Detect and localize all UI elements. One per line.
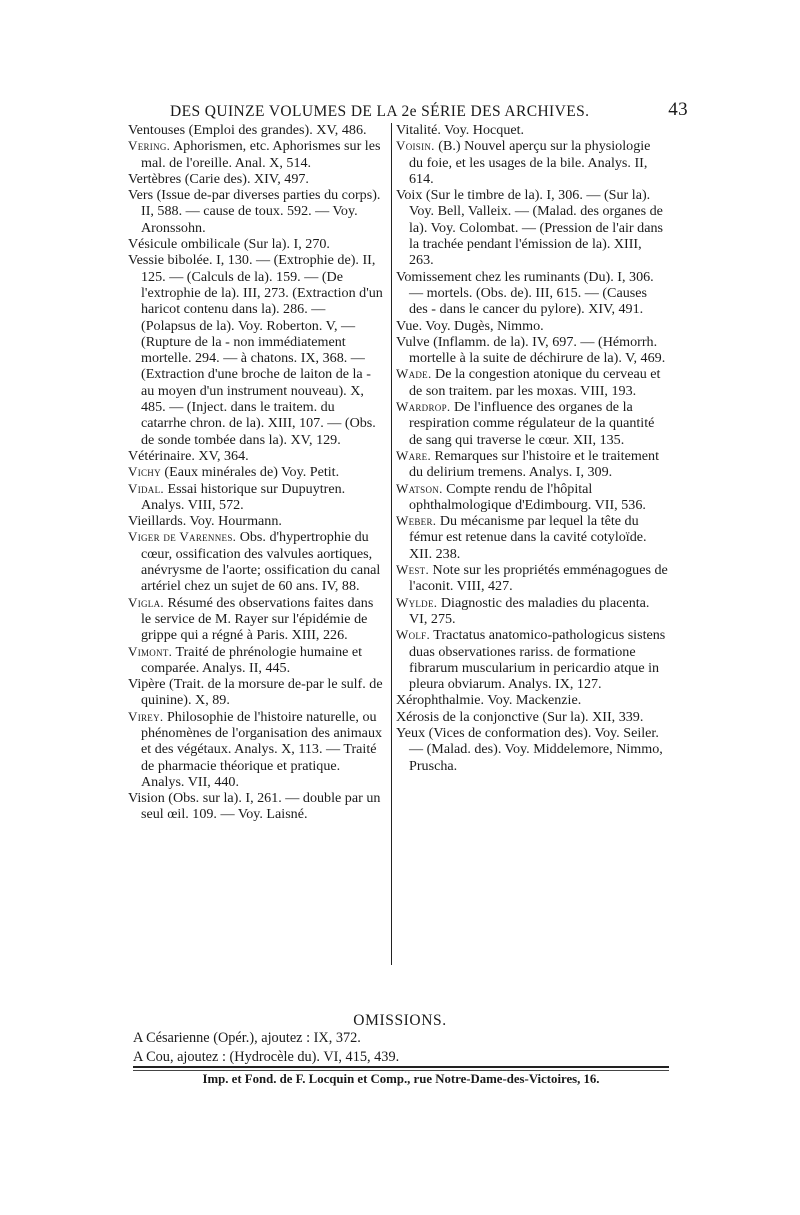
page-number: 43 [668, 99, 688, 120]
entry-text: Philosophie de l'histoire naturelle, ou phénomènes de l'organisation des animaux et des végétaux. Analys. X, 113. — Traité de pharmacie théorique et pratique. Analys. VII, 440. [141, 708, 383, 790]
entry-author: West. [396, 562, 430, 578]
entry-text: Diagnostic des maladies du placenta. VI, 275. [409, 594, 650, 627]
entry-text: Vessie bibolée. I, 130. — (Extrophie de). II, 125. — (Calculs de la). 159. — (De l'extrophie de la). III, 273. (Extraction d'un haricot contenu dans la). 286. — (Polapsus de la). Voy. Roberton. V, — (Rupture de la - non immédiatement mortelle. 294. — à chatons. IX, 368. — (Extraction d'une broche de laiton de la - au moyen d'un instrument nouveau). X, 485. — (Inject. dans le traitem. du catarrhe chron. de la). XIII, 107. — (Obs. de sonde tombée dans la). XV, 129. [128, 252, 383, 448]
index-entry [128, 171, 383, 187]
entry-author: Wylde. [396, 594, 438, 610]
entry-text: De la congestion atonique du cerveau et de son traitem. par les moxas. VIII, 193. [409, 366, 661, 399]
omission-line: A Césarienne (Opér.), ajoutez : IX, 372. [133, 1030, 361, 1046]
footer-rule-thin [133, 1070, 669, 1071]
entry-text: Vipère (Trait. de la morsure de-par le sulf. de quinine). X, 89. [128, 676, 383, 709]
index-entry [396, 122, 668, 138]
entry-author: Viger de Varennes. [128, 529, 237, 545]
index-entry [128, 709, 383, 790]
entry-text: Vésicule ombilicale (Sur la). I, 270. [128, 236, 330, 253]
entry-text: (Eaux minérales de) Voy. Petit. [160, 464, 340, 481]
index-entry [128, 513, 383, 529]
omissions-title: OMISSIONS. [353, 1012, 447, 1029]
entry-text: Vieillards. Voy. Hourmann. [128, 513, 282, 530]
right-index-column [396, 122, 668, 774]
entry-author: Wardrop. [396, 399, 451, 415]
footer-rule [133, 1066, 669, 1068]
index-entry [128, 122, 383, 138]
left-index-column [128, 122, 383, 823]
entry-author: Voisin. [396, 138, 435, 154]
entry-text: Aphorismen, etc. Aphorismes sur les mal. de l'oreille. Anal. X, 514. [141, 138, 381, 171]
entry-text: Vision (Obs. sur la). I, 261. — double par un seul œil. 109. — Voy. Laisné. [128, 790, 381, 823]
index-entry [396, 366, 668, 399]
entry-text: Résumé des observations faites dans le service de M. Rayer sur l'épidémie de grippe qui a régné à Paris. XIII, 226. [141, 594, 374, 644]
entry-text: Ventouses (Emploi des grandes). XV, 486. [128, 122, 367, 138]
index-entry [396, 334, 668, 367]
index-entry [396, 448, 668, 481]
index-entry [396, 269, 668, 318]
entry-text: De l'influence des organes de la respiration comme régulateur de la quantité de sang qui traverse le cœur. XII, 135. [409, 399, 655, 448]
entry-author: Vering. [128, 138, 171, 154]
index-entry [128, 448, 383, 464]
entry-author: Wolf. [396, 627, 431, 643]
index-entry [128, 595, 383, 644]
entry-text: Vers (Issue de-par diverses parties du corps). II, 588. — cause de toux. 592. — Voy. Aronssohn. [128, 187, 381, 236]
entry-text: Vertèbres (Carie des). XIV, 497. [128, 170, 309, 187]
omission-line: A Cou, ajoutez : (Hydrocèle du). VI, 415, 439. [133, 1049, 400, 1065]
entry-author: Vichy [128, 464, 161, 480]
entry-text: Vulve (Inflamm. de la). IV, 697. — (Hémorrh. mortelle à la suite de déchirure de la). V, 469. [396, 333, 666, 367]
entry-author: Virey. [128, 708, 164, 724]
entry-author: Vidal. [128, 480, 164, 496]
entry-text: Voix (Sur le timbre de la). I, 306. — (Sur la). Voy. Bell, Valleix. — (Malad. des organes de la). Voy. Colombat. — (Pression de l'air dans la trachée pendant l'émission de la). XIII, 263. [396, 187, 663, 269]
index-entry [128, 138, 383, 171]
entry-text: Compte rendu de l'hôpital ophthalmologique d'Edimbourg. VII, 536. [409, 480, 646, 513]
entry-text: Tractatus anatomico-pathologicus sistens duas observationes rariss. de formatione fibrarum muscularium in pericardio atque in pleura obviarum. Analys. IX, 127. [409, 627, 666, 693]
index-entry [128, 676, 383, 709]
entry-author: Vigla. [128, 594, 164, 610]
entry-text: Vitalité. Voy. Hocquet. [396, 122, 525, 138]
entry-text: Essai historique sur Dupuytren. Analys. VIII, 572. [141, 480, 346, 513]
entry-text: Vue. Voy. Dugès, Nimmo. [396, 317, 544, 334]
index-entry [128, 790, 383, 823]
index-entry [396, 692, 668, 708]
entry-text: Du mécanisme par lequel la tête du fémur est retenue dans la cavité cotyloïde. XII. 238. [409, 513, 647, 562]
index-entry [128, 529, 383, 594]
index-entry [128, 481, 383, 514]
printer-imprint: Imp. et Fond. de F. Locquin et Comp., rue Notre-Dame-des-Victoires, 16. [202, 1072, 600, 1086]
index-entry [396, 627, 668, 692]
index-entry [396, 187, 668, 268]
index-entry [128, 464, 383, 480]
entry-text: Xérosis de la conjonctive (Sur la). XII, 339. [396, 708, 644, 725]
index-entry [396, 513, 668, 562]
entry-text: Vomissement chez les ruminants (Du). I, 306. — mortels. (Obs. de). III, 615. — (Causes des - dans le cancer du pylore). XIV, 491. [396, 268, 654, 318]
entry-author: Ware. [396, 447, 432, 463]
entry-text: Yeux (Vices de conformation des). Voy. Seiler. — (Malad. des). Voy. Middelemore, Nimmo, Pruscha. [396, 724, 663, 774]
entry-text: Xérophthalmie. Voy. Mackenzie. [396, 692, 582, 709]
entry-text: Note sur les propriétés emménagogues de l'aconit. VIII, 427. [409, 562, 668, 595]
index-entry [396, 318, 668, 334]
index-entry [128, 187, 383, 236]
entry-author: Watson. [396, 480, 443, 496]
index-entry [128, 236, 383, 252]
index-entry [396, 709, 668, 725]
entry-text: Obs. d'hypertrophie du cœur, ossification des valvules aortiques, anévrysme de l'aorte; ossification du canal artériel chez un sujet de 60 ans. IV, 88. [141, 529, 381, 595]
index-entry [396, 399, 668, 448]
header-title: DES QUINZE VOLUMES DE LA 2e SÉRIE DES ARCHIVES. [170, 103, 590, 120]
index-entry [128, 644, 383, 677]
entry-text: Vétérinaire. XV, 364. [128, 447, 249, 464]
entry-text: (B.) Nouvel aperçu sur la physiologie du foie, et les usages de la bile. Analys. II, 614. [409, 138, 651, 187]
index-entry [396, 138, 668, 187]
entry-author: Weber. [396, 513, 437, 529]
entry-author: Wade. [396, 366, 432, 382]
index-entry [396, 725, 668, 774]
entry-text: Remarques sur l'histoire et le traitement du delirium tremens. Analys. I, 309. [409, 447, 660, 481]
index-entry [396, 562, 668, 595]
index-entry [396, 595, 668, 628]
column-divider [391, 123, 392, 965]
index-entry [128, 252, 383, 448]
index-entry [396, 481, 668, 514]
entry-author: Vimont. [128, 643, 173, 659]
entry-text: Traité de phrénologie humaine et comparée. Analys. II, 445. [141, 643, 363, 676]
